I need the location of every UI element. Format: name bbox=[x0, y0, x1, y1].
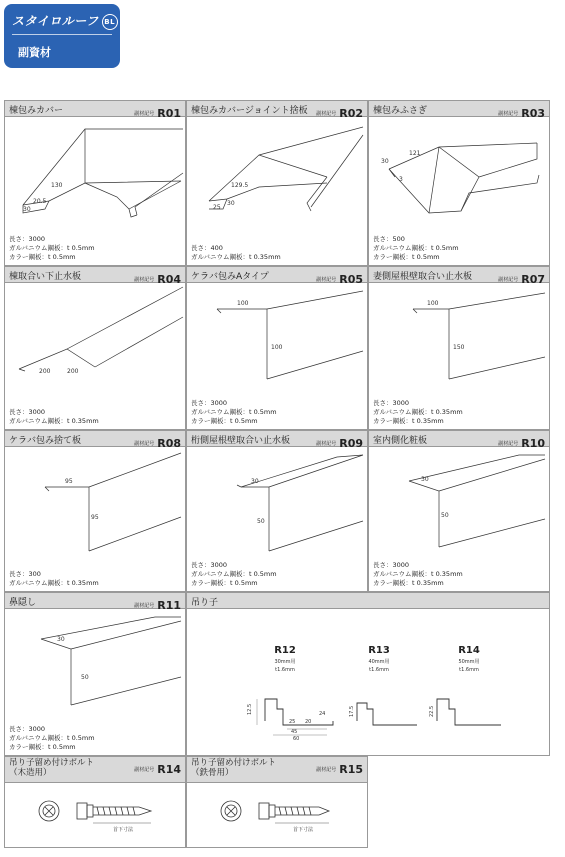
spec-line: ガルバニウム鋼板：t 0.5mm bbox=[9, 244, 95, 252]
spec-line: カラー鋼板：t 0.5mm bbox=[191, 579, 258, 587]
part-header bbox=[187, 431, 367, 450]
dim-label: 200 bbox=[67, 368, 79, 375]
phillips-head-icon bbox=[39, 801, 59, 821]
hanger-card bbox=[186, 592, 550, 756]
spec-length: 長さ：3000 bbox=[191, 399, 228, 407]
part-specs bbox=[9, 235, 95, 262]
part-code: 副材記号 R03 bbox=[498, 107, 545, 120]
spec-line: ガルバニウム鋼板：t 0.35mm bbox=[9, 417, 99, 425]
part-name: 室内側化粧板 bbox=[373, 436, 428, 446]
screw-icon bbox=[77, 803, 151, 823]
dim-label: 150 bbox=[453, 344, 465, 351]
spec-line: ガルバニウム鋼板：t 0.35mm bbox=[373, 570, 463, 578]
spec-length: 長さ：3000 bbox=[9, 408, 46, 416]
part-drawing bbox=[5, 447, 185, 557]
part-card-r09 bbox=[186, 430, 368, 592]
dim-label: 200 bbox=[39, 368, 51, 375]
part-header bbox=[5, 757, 185, 783]
part-code: 副材記号 R04 bbox=[134, 273, 181, 286]
part-name: 棟取合い下止水板 bbox=[9, 272, 82, 282]
bolt-card-r15 bbox=[186, 756, 368, 848]
spec-line: カラー鋼板：t 0.35mm bbox=[373, 579, 444, 587]
part-drawing bbox=[5, 609, 185, 719]
part-header bbox=[5, 593, 185, 612]
part-name: 棟包みふさぎ bbox=[373, 106, 428, 116]
part-code: 副材記号 R08 bbox=[134, 437, 181, 450]
spec-line: ガルバニウム鋼板：t 0.5mm bbox=[191, 408, 277, 416]
dim-label: 30 bbox=[23, 206, 31, 213]
dim-label: 100 bbox=[271, 344, 283, 351]
hanger-code: R13 bbox=[368, 645, 390, 656]
spec-length: 長さ：3000 bbox=[373, 399, 410, 407]
dim-label: 30 bbox=[227, 200, 235, 207]
bolt-caption: 首下寸法 bbox=[113, 827, 134, 833]
spec-line: ガルバニウム鋼板：t 0.5mm bbox=[373, 244, 459, 252]
part-card-r05 bbox=[186, 266, 368, 430]
part-header bbox=[5, 431, 185, 450]
dim-label: 95 bbox=[65, 478, 73, 485]
part-card-r07 bbox=[368, 266, 550, 430]
dim-label: 30 bbox=[421, 476, 429, 483]
spec-line: カラー鋼板：t 0.5mm bbox=[191, 417, 258, 425]
category-title: 副資材 bbox=[18, 46, 51, 59]
spec-line: カラー鋼板：t 0.5mm bbox=[9, 743, 76, 751]
spec-length: 長さ：500 bbox=[373, 235, 405, 243]
part-code: 副材記号 R15 bbox=[316, 763, 363, 776]
part-specs bbox=[9, 725, 95, 752]
dim-label: 30 bbox=[57, 636, 65, 643]
bolt-drawing bbox=[187, 783, 367, 847]
dim-label: 130 bbox=[51, 182, 63, 189]
spec-length: 長さ：3000 bbox=[9, 725, 46, 733]
part-header bbox=[187, 101, 367, 120]
hanger-code: R12 bbox=[274, 645, 296, 656]
spec-length: 長さ：400 bbox=[191, 244, 223, 252]
hanger-thickness: t1.6mm bbox=[369, 667, 389, 673]
dim-label: 60 bbox=[293, 736, 300, 742]
dim-label: 22.5 bbox=[429, 705, 435, 717]
part-name: 妻側屋根壁取合い止水板 bbox=[373, 272, 473, 282]
dim-label: 95 bbox=[91, 514, 99, 521]
spec-line: カラー鋼板：t 0.35mm bbox=[373, 417, 444, 425]
spec-line: カラー鋼板：t 0.5mm bbox=[373, 253, 440, 261]
part-card-r11 bbox=[4, 592, 186, 756]
hanger-code: R14 bbox=[458, 645, 480, 656]
dim-label: 25 bbox=[213, 204, 221, 211]
hanger-thickness: t1.6mm bbox=[459, 667, 479, 673]
dim-label: 100 bbox=[237, 300, 249, 307]
part-drawing bbox=[369, 283, 549, 393]
spec-length: 長さ：3000 bbox=[191, 561, 228, 569]
part-name: 棟包みカバー bbox=[9, 106, 64, 116]
dim-label: 50 bbox=[441, 512, 449, 519]
part-header bbox=[187, 757, 367, 783]
spec-line: ガルバニウム鋼板：t 0.35mm bbox=[9, 579, 99, 587]
dim-label: 45 bbox=[291, 729, 298, 735]
dim-label: 17.5 bbox=[349, 705, 355, 717]
part-header bbox=[5, 101, 185, 120]
bolt-card-r14 bbox=[4, 756, 186, 848]
part-drawing bbox=[5, 117, 185, 227]
part-drawing bbox=[187, 117, 367, 227]
part-specs bbox=[9, 408, 99, 426]
dim-label: 50 bbox=[81, 674, 89, 681]
part-specs bbox=[191, 399, 277, 426]
part-drawing bbox=[187, 447, 367, 557]
part-header bbox=[187, 267, 367, 286]
spec-line: カラー鋼板：t 0.5mm bbox=[9, 253, 76, 261]
spec-length: 長さ：3000 bbox=[373, 561, 410, 569]
part-specs bbox=[191, 244, 281, 262]
part-name: 吊り子 bbox=[191, 598, 219, 608]
dim-label: 50 bbox=[257, 518, 265, 525]
part-header bbox=[5, 267, 185, 286]
dim-label: 12.5 bbox=[247, 703, 253, 715]
part-header bbox=[369, 101, 549, 120]
part-header bbox=[187, 593, 549, 609]
part-code: 副材記号 R14 bbox=[134, 763, 181, 776]
part-card-r03 bbox=[368, 100, 550, 266]
spec-line: ガルバニウム鋼板：t 0.35mm bbox=[191, 253, 281, 261]
part-specs bbox=[191, 561, 277, 588]
hanger-thickness: t1.6mm bbox=[275, 667, 295, 673]
brand-logo: スタイロルーフ BL bbox=[12, 12, 118, 30]
hanger-use: 50mm用 bbox=[458, 659, 480, 665]
spec-line: ガルバニウム鋼板：t 0.35mm bbox=[373, 408, 463, 416]
part-code: 副材記号 R07 bbox=[498, 273, 545, 286]
part-code: 副材記号 R09 bbox=[316, 437, 363, 450]
part-name: 吊り子留め付けボルト （鉄骨用） bbox=[191, 758, 277, 778]
part-specs bbox=[373, 399, 463, 426]
spec-length: 長さ：300 bbox=[9, 570, 41, 578]
part-code: 副材記号 R05 bbox=[316, 273, 363, 286]
part-card-r08 bbox=[4, 430, 186, 592]
part-code: 副材記号 R11 bbox=[134, 599, 181, 612]
hanger-use: 40mm用 bbox=[368, 659, 390, 665]
brand-mark: BL bbox=[102, 14, 118, 30]
part-name: 桁側屋根壁取合い止水板 bbox=[191, 436, 291, 446]
part-name: 棟包みカバージョイント捨板 bbox=[191, 106, 308, 116]
part-specs bbox=[373, 235, 459, 262]
part-card-r04 bbox=[4, 266, 186, 430]
dim-label: 121 bbox=[409, 150, 421, 157]
dim-label: 20 bbox=[305, 719, 312, 725]
part-code: 副材記号 R01 bbox=[134, 107, 181, 120]
part-code: 副材記号 R10 bbox=[498, 437, 545, 450]
part-drawing bbox=[369, 117, 549, 227]
dim-label: 24 bbox=[319, 711, 326, 717]
dim-label: 30 bbox=[381, 158, 389, 165]
part-header bbox=[369, 431, 549, 450]
dim-label: 100 bbox=[427, 300, 439, 307]
part-code: 副材記号 R02 bbox=[316, 107, 363, 120]
hanger-drawing bbox=[187, 609, 549, 755]
dim-label: 3 bbox=[399, 176, 403, 183]
part-name: ケラバ包みAタイプ bbox=[191, 272, 269, 282]
bolt-drawing bbox=[5, 783, 185, 847]
part-drawing bbox=[5, 283, 185, 383]
dim-label: 20.5 bbox=[33, 198, 47, 205]
part-card-r01 bbox=[4, 100, 186, 266]
spec-line: ガルバニウム鋼板：t 0.5mm bbox=[191, 570, 277, 578]
screw-icon bbox=[259, 803, 329, 823]
part-specs bbox=[373, 561, 463, 588]
spec-length: 長さ：3000 bbox=[9, 235, 46, 243]
dim-label: 25 bbox=[289, 719, 296, 725]
dim-label: 129.5 bbox=[231, 182, 249, 189]
part-specs bbox=[9, 570, 99, 588]
bolt-caption: 首下寸法 bbox=[293, 827, 314, 833]
part-name: 鼻隠し bbox=[9, 598, 37, 608]
part-drawing bbox=[369, 447, 549, 557]
part-header bbox=[369, 267, 549, 286]
brand-badge bbox=[4, 4, 120, 68]
part-card-r10 bbox=[368, 430, 550, 592]
dim-label: 30 bbox=[251, 478, 259, 485]
badge-divider bbox=[12, 34, 112, 35]
phillips-head-icon bbox=[221, 801, 241, 821]
part-name: ケラバ包み捨て板 bbox=[9, 436, 82, 446]
part-card-r02 bbox=[186, 100, 368, 266]
hanger-use: 30mm用 bbox=[274, 659, 296, 665]
part-drawing bbox=[187, 283, 367, 393]
part-name: 吊り子留め付けボルト （木造用） bbox=[9, 758, 95, 778]
spec-line: ガルバニウム鋼板：t 0.5mm bbox=[9, 734, 95, 742]
